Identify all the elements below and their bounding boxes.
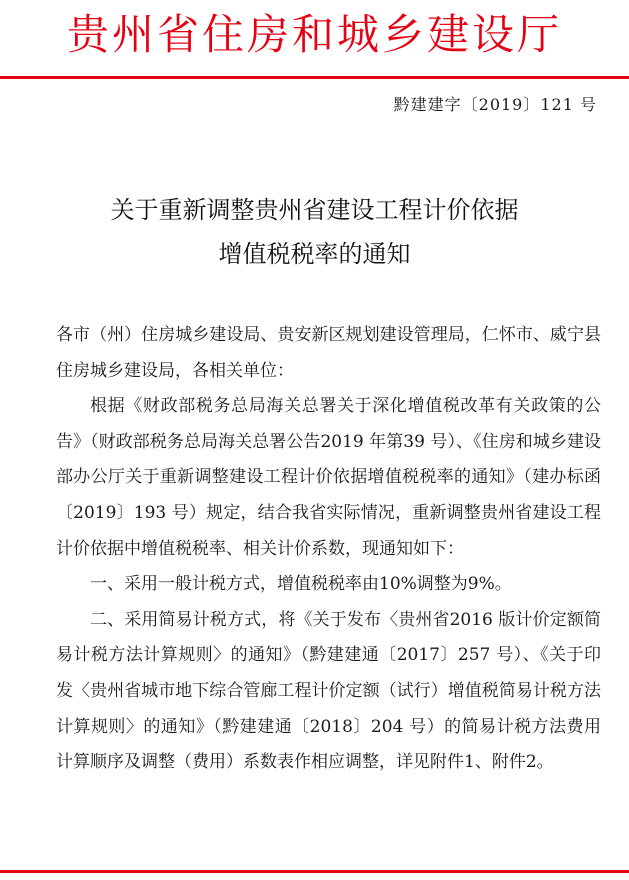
document-body — [56, 318, 601, 781]
item-one: 一、采用一般计税方式，增值税税率由10%调整为9%。 — [90, 574, 512, 595]
letterhead — [0, 6, 629, 64]
paragraph-basis: 根据《财政部税务总局海关总署关于深化增值税改革有关政策的公告》（财政部税务总局海关总署公告2019 年第39 号）、《住房和城乡建设部办公厅关于重新调整建设工程计价依据增值税税率的通知》（建办标函〔2019〕193 号）规定，结合我省实际情况，重新调整贵州省建设工程计价依据中增值税税率、相关计价系数，现通知如下： — [56, 396, 601, 559]
title-line-1: 关于重新调整贵州省建设工程计价依据 — [110, 196, 519, 224]
addressee: 各市（州）住房城乡建设局、贵安新区规划建设管理局，仁怀市、威宁县住房城乡建设局，各相关单位： — [56, 325, 601, 381]
agency-name: 贵州省住房和城乡建设厅 — [66, 10, 562, 59]
footer-red-rule — [0, 870, 629, 873]
item-two: 二、采用简易计税方式，将《关于发布〈贵州省2016 版计价定额简易计税方法计算规则〉的通知》（黔建建通〔2017〕257 号）、《关于印发〈贵州省城市地下综合管廊工程计价定额（试行）增值税简易计税方法计算规则〉的通知》（黔建建通〔2018〕204 号）的简易计税方法费用计算顺序及调整（费用）系数表作相应调整，详见附件1、附件2。 — [56, 609, 601, 773]
title-line-2: 增值税税率的通知 — [218, 240, 411, 268]
letterhead-red-rule — [0, 76, 629, 79]
document-title — [0, 188, 629, 276]
document-number: 黔建建字〔2019〕121 号 — [393, 95, 597, 114]
